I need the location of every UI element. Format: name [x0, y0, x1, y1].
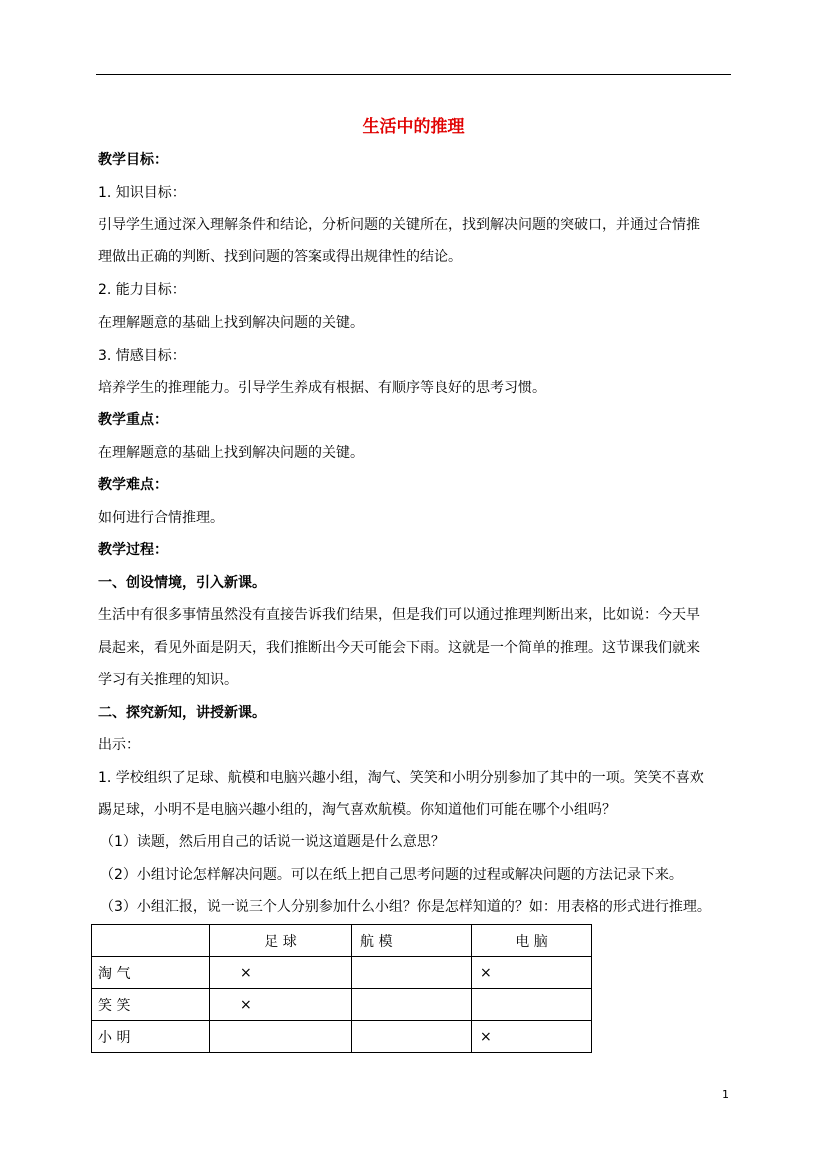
paragraph-line: 引导学生通过深入理解条件和结论，分析问题的关键所在，找到解决问题的突破口，并通过合情推 [98, 217, 700, 233]
document-title: 生活中的推理 [362, 117, 465, 137]
step-line: （1）读题，然后用自己的话说一说这道题是什么意思？ [100, 834, 445, 850]
heading-process: 教学过程： [98, 542, 168, 558]
step-line: （2）小组讨论怎样解决问题。可以在纸上把自己思考问题的过程或解决问题的方法记录下来。 [100, 867, 683, 883]
table-cell [352, 989, 472, 1021]
section-heading-2: 二、探究新知，讲授新课。 [98, 705, 266, 721]
table-cell: 小 明 [92, 1021, 210, 1053]
paragraph-line: 培养学生的推理能力。引导学生养成有根据、有顺序等良好的思考习惯。 [98, 380, 546, 396]
table-cell [472, 989, 592, 1021]
paragraph-line: 生活中有很多事情虽然没有直接告诉我们结果，但是我们可以通过推理判断出来，比如说：今天早 [98, 607, 700, 623]
paragraph-line: 1. 学校组织了足球、航模和电脑兴趣小组，淘气、笑笑和小明分别参加了其中的一项。笑笑不喜欢 [98, 770, 704, 786]
objective-emotion-label: 3. 情感目标： [98, 348, 186, 364]
table-cell [352, 1021, 472, 1053]
table-cell [352, 957, 472, 989]
header-rule [96, 74, 731, 75]
table-cell: 淘 气 [92, 957, 210, 989]
table-cell: × [210, 957, 352, 989]
heading-difficulties: 教学难点： [98, 477, 168, 493]
paragraph-line: 学习有关推理的知识。 [98, 672, 238, 688]
table-header-row [92, 925, 592, 957]
table-cell: 笑 笑 [92, 989, 210, 1021]
paragraph-line: 晨起来，看见外面是阴天，我们推断出今天可能会下雨。这就是一个简单的推理。这节课我们就来 [98, 640, 700, 656]
table-cell: × [472, 1021, 592, 1053]
table-header-cell [92, 925, 210, 957]
paragraph-line: 如何进行合情推理。 [98, 510, 224, 526]
objective-knowledge-label: 1. 知识目标： [98, 185, 186, 201]
step-line: （3）小组汇报，说一说三个人分别参加什么小组？你是怎样知道的？如：用表格的形式进行推理。 [100, 899, 711, 915]
paragraph-line: 理做出正确的判断、找到问题的答案或得出规律性的结论。 [98, 249, 462, 265]
page-number: 1 [722, 1088, 729, 1101]
paragraph-line: 出示： [98, 737, 140, 753]
table-header-cell: 足 球 [210, 925, 352, 957]
table-row [92, 957, 592, 989]
paragraph-line: 在理解题意的基础上找到解决问题的关键。 [98, 445, 364, 461]
reasoning-table [91, 924, 592, 1053]
table-row [92, 1021, 592, 1053]
table-cell [210, 1021, 352, 1053]
section-heading-1: 一、创设情境，引入新课。 [98, 575, 266, 591]
objective-ability-label: 2. 能力目标： [98, 282, 186, 298]
table-cell: × [210, 989, 352, 1021]
paragraph-line: 踢足球，小明不是电脑兴趣小组的，淘气喜欢航模。你知道他们可能在哪个小组吗？ [98, 802, 616, 818]
table-cell: × [472, 957, 592, 989]
table-row [92, 989, 592, 1021]
paragraph-line: 在理解题意的基础上找到解决问题的关键。 [98, 315, 364, 331]
table-header-cell: 电 脑 [472, 925, 592, 957]
table-header-cell: 航 模 [352, 925, 472, 957]
heading-objectives: 教学目标： [98, 152, 168, 168]
heading-key-points: 教学重点： [98, 412, 168, 428]
